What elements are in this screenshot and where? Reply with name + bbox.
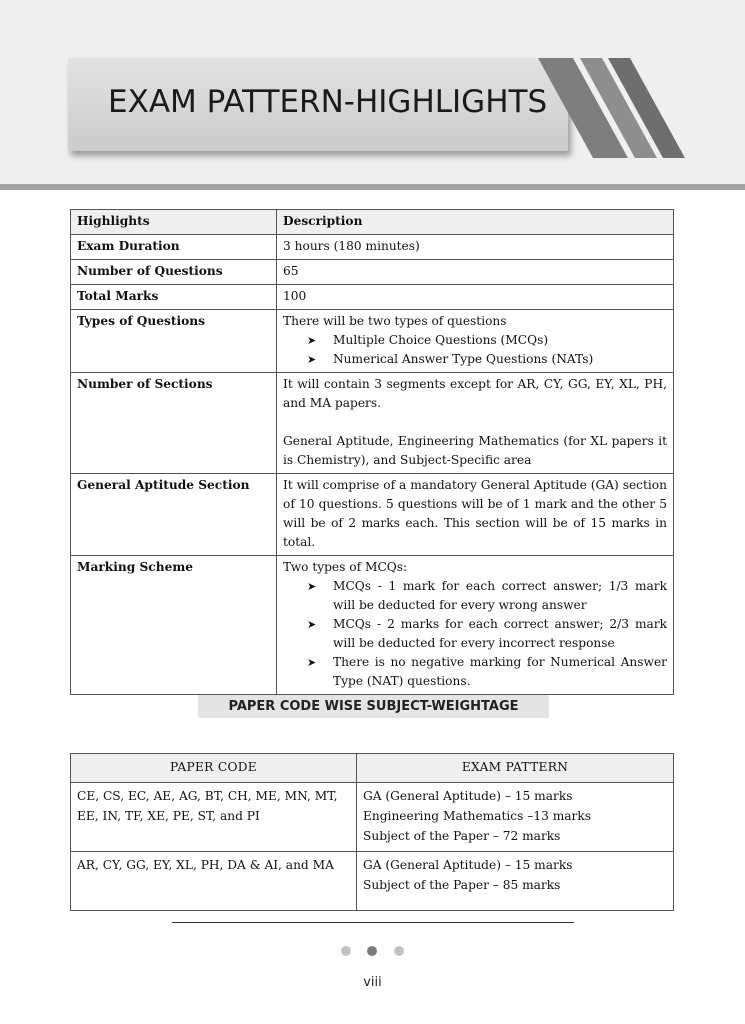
row-value	[277, 373, 674, 474]
row-value: It will comprise of a mandatory General Aptitude (GA) section of 10 questions. 5 questions will be of 1 mark and the other 5 will be of 2 marks each. This section will be of 15 marks in total.	[277, 474, 674, 556]
row-value: 3 hours (180 minutes)	[277, 235, 674, 260]
row-paragraph: It will contain 3 segments except for AR, CY, GG, EY, XL, PH, and MA papers.	[283, 377, 667, 410]
table-row	[71, 373, 674, 474]
page-dot	[394, 946, 404, 956]
paper-codes: AR, CY, GG, EY, XL, PH, DA & AI, and MA	[71, 852, 357, 911]
pattern-line: Subject of the Paper – 72 marks	[363, 829, 561, 843]
paper-code-table	[70, 753, 674, 911]
col-header-paper-code: PAPER CODE	[71, 754, 357, 783]
col-header-description: Description	[277, 210, 674, 235]
row-label: Marking Scheme	[71, 556, 277, 695]
list-item-text: MCQs - 2 marks for each correct answer; 2/3 mark will be deducted for every incorrect response	[333, 617, 667, 650]
arrowhead-right-icon: ➤	[307, 353, 317, 366]
paragraph-gap	[283, 413, 667, 432]
page-dot	[341, 946, 351, 956]
row-intro: There will be two types of questions	[283, 314, 507, 328]
table-header-row	[71, 210, 674, 235]
row-value	[277, 310, 674, 373]
page-dot-active	[367, 946, 377, 956]
pattern-line: Subject of the Paper – 85 marks	[363, 878, 561, 892]
list-item	[307, 331, 667, 350]
list-item-text: MCQs - 1 mark for each correct answer; 1/3 mark will be deducted for every wrong answer	[333, 579, 667, 612]
bullet-list	[283, 577, 667, 691]
list-item-text: There is no negative marking for Numerical Answer Type (NAT) questions.	[333, 655, 667, 688]
col-header-exam-pattern: EXAM PATTERN	[357, 754, 674, 783]
page-title: EXAM PATTERN-HIGHLIGHTS	[108, 84, 548, 120]
row-intro: Two types of MCQs:	[283, 560, 408, 574]
table-row	[71, 474, 674, 556]
exam-pattern	[357, 852, 674, 911]
row-label: Total Marks	[71, 285, 277, 310]
arrowhead-right-icon: ➤	[307, 580, 317, 593]
list-item	[307, 653, 667, 691]
table-row	[71, 852, 674, 911]
table-row	[71, 783, 674, 852]
list-item-text: Numerical Answer Type Questions (NATs)	[333, 352, 594, 366]
bullet-list	[283, 331, 667, 369]
row-label: General Aptitude Section	[71, 474, 277, 556]
arrowhead-right-icon: ➤	[307, 656, 317, 669]
table-row	[71, 260, 674, 285]
list-item	[307, 577, 667, 615]
arrowhead-right-icon: ➤	[307, 618, 317, 631]
list-item	[307, 350, 667, 369]
table-row	[71, 285, 674, 310]
row-value	[277, 556, 674, 695]
row-value: 65	[277, 260, 674, 285]
footer-rule	[172, 922, 574, 923]
section-heading: PAPER CODE WISE SUBJECT-WEIGHTAGE	[198, 695, 549, 718]
row-spacer	[363, 895, 667, 905]
col-header-highlights: Highlights	[71, 210, 277, 235]
paper-codes: CE, CS, EC, AE, AG, BT, CH, ME, MN, MT, EE, IN, TF, XE, PE, ST, and PI	[71, 783, 357, 852]
page-number: viii	[363, 975, 382, 990]
table-header-row	[71, 754, 674, 783]
exam-pattern	[357, 783, 674, 852]
highlights-table	[70, 209, 674, 695]
table-row	[71, 310, 674, 373]
row-label: Exam Duration	[71, 235, 277, 260]
row-value: 100	[277, 285, 674, 310]
row-label: Number of Sections	[71, 373, 277, 474]
row-label: Number of Questions	[71, 260, 277, 285]
list-item	[307, 615, 667, 653]
row-label: Types of Questions	[71, 310, 277, 373]
list-item-text: Multiple Choice Questions (MCQs)	[333, 333, 549, 347]
table-row	[71, 235, 674, 260]
pattern-line: GA (General Aptitude) – 15 marks	[363, 858, 573, 872]
arrowhead-right-icon: ➤	[307, 334, 317, 347]
pattern-line: Engineering Mathematics –13 marks	[363, 809, 592, 823]
table-row	[71, 556, 674, 695]
row-paragraph: General Aptitude, Engineering Mathematics (for XL papers it is Chemistry), and Subject-Specific area	[283, 434, 667, 467]
pattern-line: GA (General Aptitude) – 15 marks	[363, 789, 573, 803]
